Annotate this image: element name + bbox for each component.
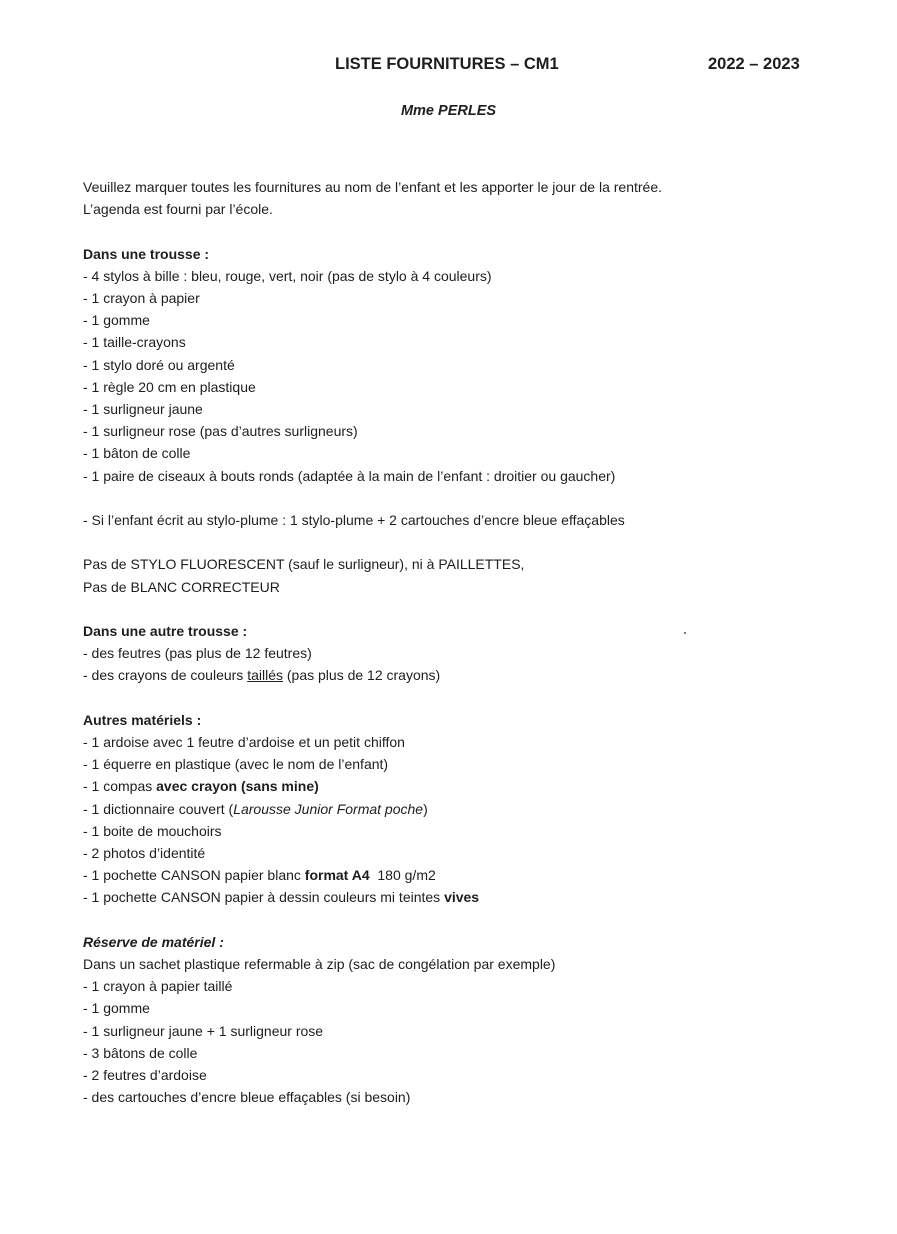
list-item: - 1 surligneur jaune + 1 surligneur rose (83, 1022, 324, 1039)
list-item (83, 798, 843, 820)
intro-line: Veuillez marquer toutes les fournitures au nom de l’enfant et les apporter le jour de la rentrée. (83, 179, 662, 195)
list-item: - 2 feutres d’ardoise (83, 1067, 207, 1084)
item-text: (pas plus de 12 crayons) (283, 667, 441, 684)
list-item (83, 664, 843, 686)
list-item (83, 886, 843, 908)
document-body (83, 176, 843, 1108)
item-text: - 1 pochette CANSON papier à dessin couleurs mi teintes (83, 889, 445, 906)
underlined-text: taillés (247, 667, 283, 684)
list-item: - 1 gomme (83, 312, 150, 329)
italic-text: Larousse Junior Format poche (233, 800, 424, 817)
list-item: - des feutres (pas plus de 12 feutres) (83, 645, 312, 662)
stylo-plume-note: - Si l’enfant écrit au stylo-plume : 1 stylo-plume + 2 cartouches d’encre bleue effaçables (83, 512, 625, 529)
section-heading-autre-trousse: Dans une autre trousse : (83, 623, 248, 639)
list-item: - 1 règle 20 cm en plastique (83, 378, 256, 395)
item-text: 180 g/m2 (369, 867, 436, 884)
item-text: ) (423, 800, 428, 817)
list-item (83, 864, 843, 886)
bold-text: format A4 (304, 867, 370, 884)
section-heading-autres: Autres matériels : (83, 711, 202, 728)
school-year: 2022 – 2023 (708, 55, 800, 73)
trousse-list (83, 265, 843, 487)
item-text: - 1 pochette CANSON papier blanc (83, 867, 305, 884)
section-heading-trousse: Dans une trousse : (83, 245, 210, 262)
bold-text: avec crayon (sans mine) (156, 778, 319, 795)
teacher-name: Mme PERLES (400, 103, 497, 119)
section-heading-reserve: Réserve de matériel : (83, 933, 224, 950)
list-item: - 2 photos d’identité (83, 845, 206, 862)
list-item: - 1 taille-crayons (83, 334, 186, 351)
intro-line: L’agenda est fourni par l’école. (83, 201, 273, 218)
list-item: - 1 gomme (83, 1000, 150, 1017)
list-item: - 1 stylo doré ou argenté (83, 356, 235, 373)
list-item: - 1 surligneur rose (pas d’autres surligneurs) (83, 423, 358, 440)
item-text: - des crayons de couleurs (83, 667, 248, 684)
list-item: - des cartouches d’encre bleue effaçables (si besoin) (83, 1089, 411, 1106)
list-item: - 1 crayon à papier (83, 290, 200, 306)
list-item: - 1 paire de ciseaux à bouts ronds (adaptée à la main de l’enfant : droitier ou gaucher) (83, 467, 616, 484)
restriction-line: Pas de STYLO FLUORESCENT (sauf le surligneur), ni à PAILLETTES, (83, 556, 525, 573)
list-item: - 1 bâton de colle (83, 445, 191, 462)
reserve-intro: Dans un sachet plastique refermable à zip (sac de congélation par exemple) (83, 956, 556, 973)
list-item: - 1 boite de mouchoirs (83, 822, 222, 839)
list-item: - 4 stylos à bille : bleu, rouge, vert, noir (pas de stylo à 4 couleurs) (83, 267, 492, 284)
item-text: - 1 compas (83, 778, 157, 795)
list-item: - 3 bâtons de colle (83, 1044, 198, 1061)
list-item: - 1 surligneur jaune (83, 401, 203, 418)
list-item (83, 775, 843, 797)
document-title: LISTE FOURNITURES – CM1 (335, 55, 559, 73)
list-item: - 1 ardoise avec 1 feutre d’ardoise et un petit chiffon (83, 734, 405, 750)
bold-text: vives (444, 889, 480, 906)
list-item: - 1 crayon à papier taillé (83, 978, 233, 995)
item-text: - 1 dictionnaire couvert ( (83, 800, 234, 817)
list-item: - 1 équerre en plastique (avec le nom de l’enfant) (83, 756, 389, 773)
scan-speck (684, 632, 686, 634)
restriction-line: Pas de BLANC CORRECTEUR (83, 578, 280, 595)
